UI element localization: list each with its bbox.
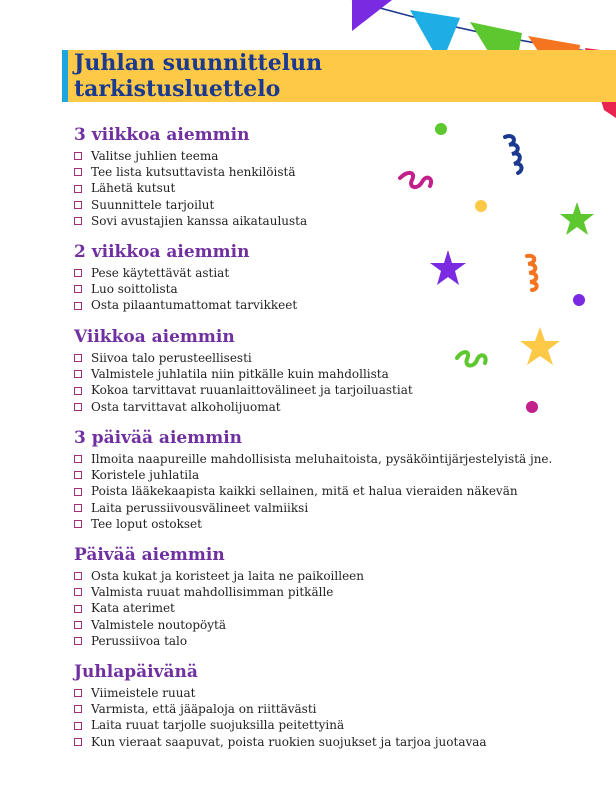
checklist-item-label: Siivoa talo perusteellisesti bbox=[91, 351, 252, 365]
checklist-item bbox=[74, 213, 594, 229]
checkbox[interactable] bbox=[74, 738, 82, 746]
checklist-item bbox=[74, 584, 594, 600]
checkbox[interactable] bbox=[74, 201, 82, 209]
checkbox[interactable] bbox=[74, 387, 82, 395]
checklist-item-label: Sovi avustajien kanssa aikataulusta bbox=[91, 213, 308, 228]
section-heading: Päivää aiemmin bbox=[74, 545, 225, 565]
checklist-item bbox=[74, 734, 594, 750]
checklist-item-label: Ilmoita naapureille mahdollisista meluhaitoista, pysäköintijärjestelyistä jne. bbox=[91, 452, 553, 466]
checkbox[interactable] bbox=[74, 588, 82, 596]
checklist-item-label: Suunnittele tarjoilut bbox=[91, 197, 215, 212]
checklist-item bbox=[74, 451, 594, 467]
section-3-weeks bbox=[74, 125, 594, 229]
checkbox[interactable] bbox=[74, 152, 82, 160]
checklist bbox=[74, 568, 594, 649]
checkbox[interactable] bbox=[74, 403, 82, 411]
checklist-item-label: Valmista ruuat mahdollisimman pitkälle bbox=[91, 585, 334, 600]
section-party-day bbox=[74, 662, 594, 750]
page-title: Juhlan suunnittelun tarkistusluettelo bbox=[74, 50, 323, 102]
checklist bbox=[74, 148, 594, 229]
checklist-item bbox=[74, 516, 594, 532]
checkbox[interactable] bbox=[74, 269, 82, 277]
checklist-item-label: Kun vieraat saapuvat, poista ruokien suojukset ja tarjoa juotavaa bbox=[91, 734, 487, 749]
checklist-item-label: Osta pilaantumattomat tarvikkeet bbox=[91, 298, 298, 313]
checklist-item-label: Perussiivoa talo bbox=[91, 633, 188, 648]
checklist-item bbox=[74, 701, 594, 717]
section-heading: 2 viikkoa aiemmin bbox=[74, 242, 250, 262]
checkbox[interactable] bbox=[74, 488, 82, 496]
checklist bbox=[74, 685, 594, 750]
checklist-item bbox=[74, 382, 594, 398]
checkbox[interactable] bbox=[74, 572, 82, 580]
section-heading: Juhlapäivänä bbox=[74, 662, 198, 682]
checkbox[interactable] bbox=[74, 354, 82, 362]
checklist-item-label: Laita ruuat tarjolle suojuksilla peitettyinä bbox=[91, 718, 345, 733]
checklist bbox=[74, 265, 594, 314]
checklist-item bbox=[74, 399, 594, 415]
checkbox[interactable] bbox=[74, 637, 82, 645]
checklist-item bbox=[74, 350, 594, 366]
checkbox[interactable] bbox=[74, 185, 82, 193]
checkbox[interactable] bbox=[74, 168, 82, 176]
checklist-item bbox=[74, 297, 594, 313]
checklist bbox=[74, 451, 594, 532]
checklist-item bbox=[74, 197, 594, 213]
checklist-item bbox=[74, 617, 594, 633]
checklist-item bbox=[74, 180, 594, 196]
checkbox[interactable] bbox=[74, 471, 82, 479]
checkbox[interactable] bbox=[74, 705, 82, 713]
checkbox[interactable] bbox=[74, 217, 82, 225]
checklist-item bbox=[74, 500, 594, 516]
checklist-item-label: Lähetä kutsut bbox=[91, 181, 176, 196]
title-accent-bar bbox=[62, 50, 68, 102]
checklist-item bbox=[74, 483, 594, 499]
checklist-item bbox=[74, 600, 594, 616]
section-2-weeks bbox=[74, 242, 594, 314]
checklist-item-label: Koristele juhlatila bbox=[91, 468, 200, 483]
checkbox[interactable] bbox=[74, 722, 82, 730]
checkbox[interactable] bbox=[74, 302, 82, 310]
section-heading: 3 päivää aiemmin bbox=[74, 428, 243, 448]
checklist-item bbox=[74, 467, 594, 483]
bunting-flag-purple bbox=[352, 0, 392, 31]
checklist-item-label: Pese käytettävät astiat bbox=[91, 266, 230, 280]
section-heading: 3 viikkoa aiemmin bbox=[74, 125, 250, 145]
checklist-item-label: Laita perussiivousvälineet valmiiksi bbox=[91, 500, 309, 515]
checklist-item-label: Valmistele noutopöytä bbox=[91, 617, 226, 632]
checklist-item-label: Kokoa tarvittavat ruuanlaittovälineet ja tarjoiluastiat bbox=[91, 383, 413, 398]
checklist-item bbox=[74, 281, 594, 297]
checklist-item-label: Osta tarvittavat alkoholijuomat bbox=[91, 399, 281, 414]
section-3-days bbox=[74, 428, 594, 532]
checkbox[interactable] bbox=[74, 520, 82, 528]
checkbox[interactable] bbox=[74, 689, 82, 697]
checklist-item-label: Valitse juhlien teema bbox=[91, 149, 219, 163]
checklist-item bbox=[74, 685, 594, 701]
checklist bbox=[74, 350, 594, 415]
checklist-item bbox=[74, 148, 594, 164]
checklist-item bbox=[74, 633, 594, 649]
section-1-week bbox=[74, 327, 594, 415]
checklist-item-label: Kata aterimet bbox=[91, 601, 175, 616]
checklist-item-label: Valmistele juhlatila niin pitkälle kuin mahdollista bbox=[91, 367, 389, 382]
checklist-item bbox=[74, 164, 594, 180]
checklist-item bbox=[74, 717, 594, 733]
checkbox[interactable] bbox=[74, 621, 82, 629]
checklist-item-label: Varmista, että jääpaloja on riittävästi bbox=[91, 702, 317, 717]
checklist-item bbox=[74, 265, 594, 281]
checklist-item-label: Poista lääkekaapista kaikki sellainen, mitä et halua vieraiden näkevän bbox=[91, 484, 518, 499]
section-heading: Viikkoa aiemmin bbox=[74, 327, 235, 347]
checklist-item-label: Osta kukat ja koristeet ja laita ne paikoilleen bbox=[91, 569, 364, 583]
checklist-item-label: Luo soittolista bbox=[91, 282, 178, 297]
checkbox[interactable] bbox=[74, 504, 82, 512]
checklist-item bbox=[74, 366, 594, 382]
section-1-day bbox=[74, 545, 594, 649]
checkbox[interactable] bbox=[74, 455, 82, 463]
checklist-item-label: Tee loput ostokset bbox=[91, 516, 202, 531]
checklist-item-label: Tee lista kutsuttavista henkilöistä bbox=[91, 165, 296, 180]
checklist-item bbox=[74, 568, 594, 584]
checkbox[interactable] bbox=[74, 370, 82, 378]
checklist-item-label: Viimeistele ruuat bbox=[91, 686, 196, 700]
checkbox[interactable] bbox=[74, 605, 82, 613]
checkbox[interactable] bbox=[74, 285, 82, 293]
